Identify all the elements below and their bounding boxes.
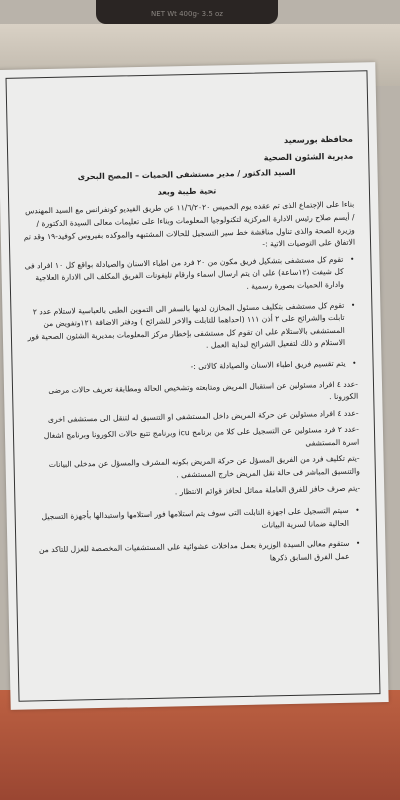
- closing-item: • سيتم التسجيل على اجهزة التابلت التى سوف يتم استلامها فور استلامها واستبدالها بأجهزة التسجيل الحالية ضمانا لسرية البيانات: [27, 505, 349, 537]
- closing-item: • ستقوم معالى السيدة الوزيرة بعمل مداخلات عشوائية على المستشفيات المخصصة للعزل للتاكد من عمل الفرق السابق ذكرها: [27, 538, 349, 570]
- team-assignments: [24, 378, 360, 502]
- recommendation-item: • تقوم كل مستشفى بتكليف مسئول المخازن لديها بالسفر الى التموين الطبى بالعباسية لاستلام عدد ٢ تابلت والشرائح على ٢ أذن ١١١ (احداهما للتابلت والاخر للشرائح ) ودفتر الاضافة ١٢١وتفويض من المستشفى بالاستلام على ان تقوم كل مستشفى بإخطار مركز المعلومات بمديرية الشئون الصحية فور الاستلام و ذلك لتفعيل الشرائح لبداية العمل .: [22, 299, 345, 356]
- team-item: -عدد ٢ فرد مسئولين عن التسجيل على كلا من برنامج icu وبرنامج تتبع حالات الكورونا وبرنامج اشغال اسرة المستشفى: [43, 424, 360, 448]
- jar-label: NET Wt 400g- 3.5 oz: [151, 10, 223, 18]
- letter-content: [19, 133, 362, 579]
- letter-page: [0, 62, 389, 710]
- addressee-line: السيد الدكتور / مدير مستشفى الحميات – المصح البحرى: [77, 167, 296, 182]
- team-item: -عدد ٤ افراد مسئولين عن حركة المريض داخل المستشفى او التنسيق له لتنقل الى مستشفى اخرى: [47, 408, 359, 424]
- intro-paragraph: بناءا على الإجتماع الذى تم عقده يوم الخميس ١١/٦/٢٠٢٠ عن طريق الفيديو كونفرانس مع السيد المهندس / أيسم صلاح رئيس الادارة المركزية لتكنولوجيا المعلومات وبناءا على تعليمات معالى السيدة الدكتورة / وزيرة الصحة والذى تناول مناقشة خط سير التسجيل للحالات المشتبهه والموكده بفيروس كوفيد-١٩ وقد تم الاتفاق على التوصيات الاتية :-: [23, 199, 356, 249]
- recommendations-list: [21, 253, 357, 377]
- team-item: -عدد ٤ افراد مسئولين عن استقبال المريض ومتابعته وتشخيص الحالة ومطابقة تعريف حالات مرضى الكورونا .: [48, 379, 359, 402]
- team-item: -يتم تكليف فرد من الفريق المسؤل عن حركة المريض بكونه المشرف والمسؤل عن مدخلى البيانات والتنسيق المباشر فى حالة نقل المريض خارج المستشفى .: [48, 453, 360, 480]
- recommendation-item: • يتم تقسيم فريق اطباء الاسنان والصيادلة كالاتى :-: [24, 358, 346, 377]
- team-item: -يتم صرف حافز للفرق العاملة مماثل لحافز قوائم الانتظار .: [174, 483, 361, 497]
- recommendation-item: • تقوم كل مستشفى بتشكيل فريق مكون من ٢٠ فرد من اطباء الاسنان والصيادلة بواقع كل ١٠ افراد فى كل شيفت (١٢ساعة) على ان يتم ارسال اسماء وارقام تليفونات الفريق المكلف الى الادارة العلاجية وادارة الحميات بصورة رسمية .: [21, 254, 344, 299]
- governorate-heading: محافظة بورسعيد: [283, 133, 353, 146]
- jar: [96, 0, 278, 24]
- closing-list: [27, 505, 362, 570]
- greeting-line: تحية طيبة وبعد: [157, 186, 217, 197]
- directorate-heading: مديرية الشئون الصحية: [263, 150, 354, 163]
